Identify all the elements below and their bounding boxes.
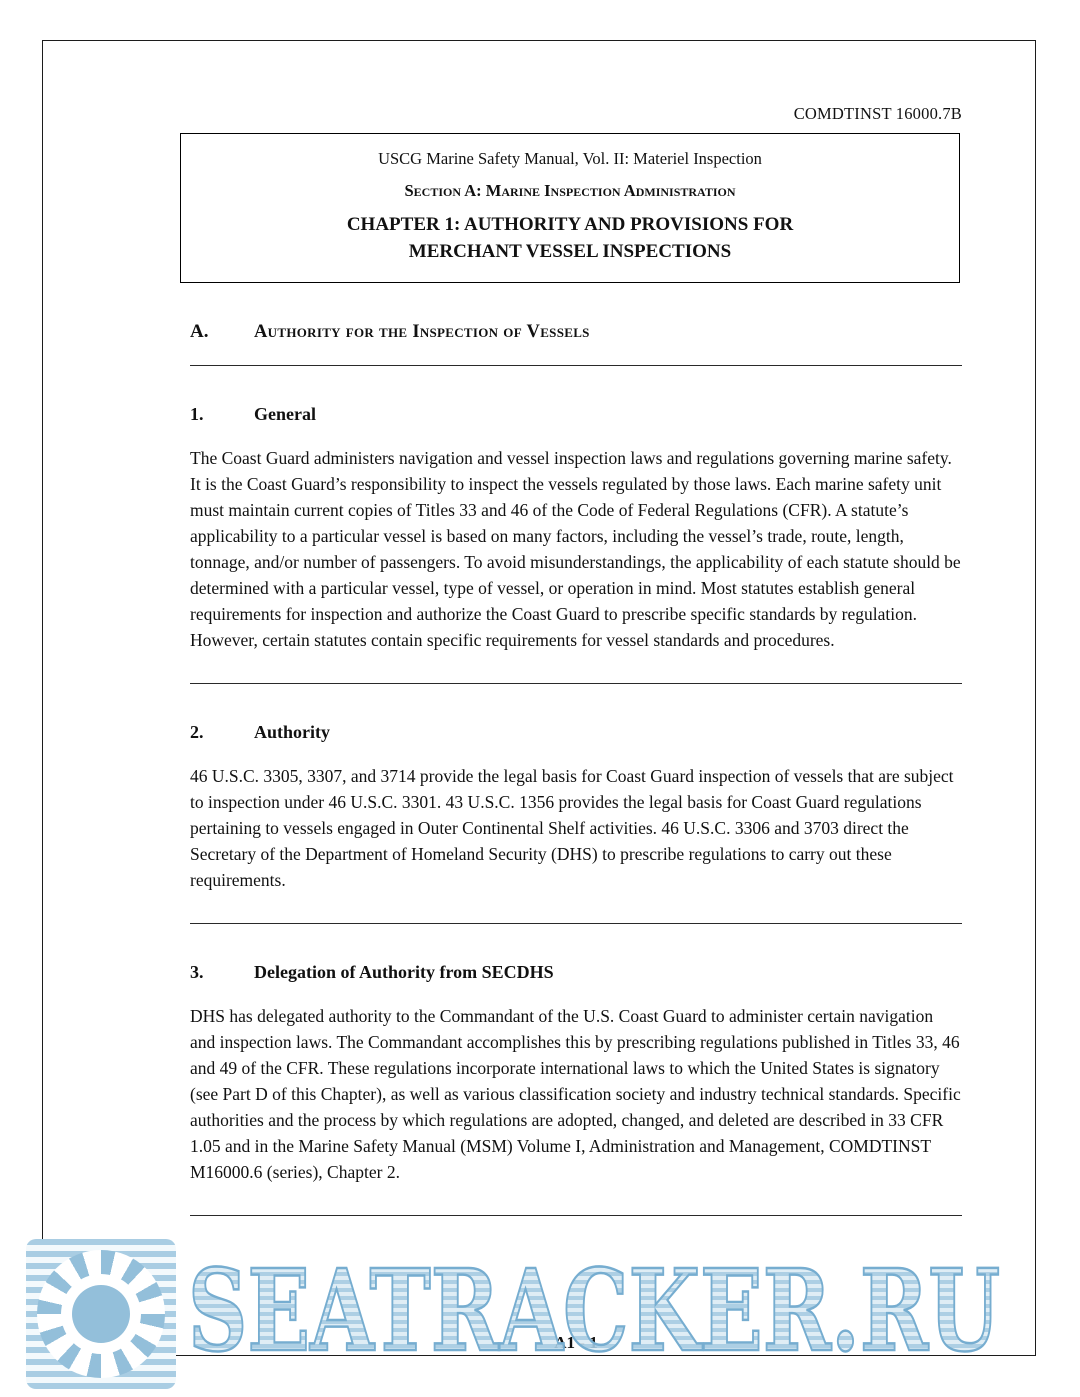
page-number: A1 - 1 (554, 1333, 598, 1352)
item-2-heading (190, 722, 962, 743)
divider-rule (190, 1215, 962, 1216)
divider-rule (190, 683, 962, 684)
chapter-title-line1: CHAPTER 1: AUTHORITY AND PROVISIONS FOR (346, 214, 794, 235)
item-number: 3. (190, 962, 204, 983)
section-a-heading (190, 321, 962, 343)
manual-title: USCG Marine Safety Manual, Vol. II: Materiel Inspection (378, 149, 762, 168)
item-number: 1. (190, 404, 204, 425)
page-content (190, 40, 962, 1216)
item-3-body: DHS has delegated authority to the Commandant of the U.S. Coast Guard to administer certain navigation and inspection laws. The Commandant accomplishes this by prescribing regulations published in Titles 33, 46 and 49 of the CFR. These regulations incorporate international laws to which the United States is signatory (see Part D of this Chapter), as well as various classification society and industry technical standards. Specific authorities and the process by which regulations are adopted, changed, and deleted are described in 33 CFR 1.05 and in the Marine Safety Manual (MSM) Volume I, Administration and Management, COMDTINST M16000.6 (series), Chapter 2. (190, 1006, 961, 1183)
divider-rule (190, 923, 962, 924)
item-title: Authority (254, 722, 330, 743)
document-reference: COMDTINST 16000.7B (793, 104, 962, 123)
item-number: 2. (190, 722, 204, 743)
item-3-heading (190, 962, 962, 983)
title-block (180, 133, 960, 283)
item-1-body: The Coast Guard administers navigation and vessel inspection laws and regulations governing marine safety. It is the Coast Guard’s responsibility to inspect the vessels regulated by those laws. Each marine safety unit must maintain current copies of Titles 33 and 46 of the Code of Federal Regulations (CFR). A statute’s applicability to a particular vessel is based on many factors, including the vessel’s trade, route, length, tonnage, and/or number of passengers. To avoid misunderstandings, the applicability of each statute should be determined with a particular vessel, type of vessel, or operation in mind. Most statutes establish general requirements for inspection and authorize the Coast Guard to prescribe specific standards by regulation. However, certain statutes contain specific requirements for vessel standards and procedures. (190, 448, 961, 651)
section-letter: A. (190, 321, 209, 343)
item-title: Delegation of Authority from SECDHS (254, 962, 554, 983)
section-title: Authority for the Inspection of Vessels (254, 322, 590, 343)
item-1-heading (190, 404, 962, 425)
section-line: Section A: Marine Inspection Administration (404, 181, 736, 200)
chapter-title-line2: MERCHANT VESSEL INSPECTIONS (408, 240, 732, 262)
item-2-body: 46 U.S.C. 3305, 3307, and 3714 provide the legal basis for Coast Guard inspection of vessels that are subject to inspection under 46 U.S.C. 3301. 43 U.S.C. 1356 provides the legal basis for Coast Guard regulations pertaining to vessels engaged in Outer Continental Shelf activities. 46 U.S.C. 3306 and 3703 direct the Secretary of the Department of Homeland Security (DHS) to prescribe regulations to carry out these requirements. (190, 766, 954, 891)
watermark-text: SEATRACKER.RU (188, 1248, 1000, 1377)
item-title: General (254, 404, 316, 425)
chapter-title (189, 212, 951, 265)
divider-rule (190, 365, 962, 366)
